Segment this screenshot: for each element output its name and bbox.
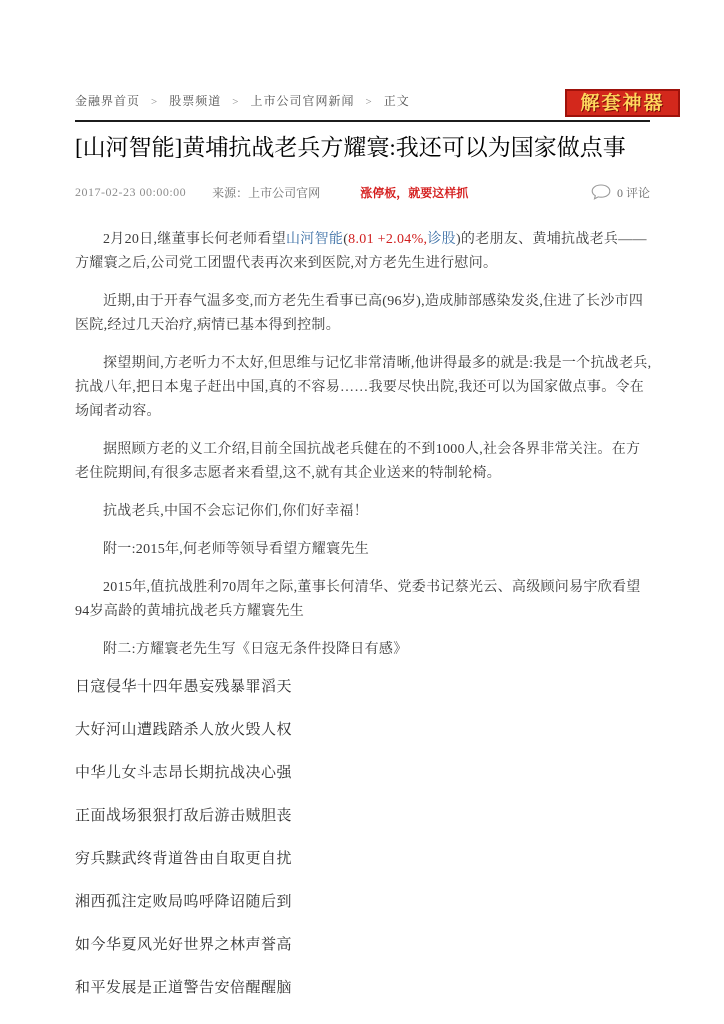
paragraph-appendix-2: 附二:方耀寰老先生写《日寇无条件投降日有感》 — [103, 642, 408, 657]
stock-name-link[interactable]: 山河智能 — [286, 232, 344, 247]
breadcrumb-current: 正文 — [383, 94, 410, 108]
p1-prefix-text: 2月20日,继董事长何老师看望 — [103, 232, 286, 247]
breadcrumb-separator-icon: > — [151, 96, 159, 108]
poem-line: 湘西孤注定败局呜呼降诏随后到 — [75, 894, 293, 910]
article-source: 来源：上市公司官网 — [212, 185, 321, 200]
limit-up-promo-link[interactable]: 涨停板，就要这样抓 — [360, 185, 469, 200]
paragraph: 近期,由于开春气温多变,而方老先生看事已高(96岁),造成肺部感染发炎,住进了长沙市四医院,经过几天治疗,病情已基本得到控制。 — [75, 294, 644, 333]
breadcrumb-item-home[interactable]: 金融界首页 — [75, 94, 141, 108]
breadcrumb-separator-icon: > — [232, 96, 240, 108]
publish-date: 2017-02-23 00:00:00 — [75, 184, 187, 199]
paragraph: 据照顾方老的义工介绍,目前全国抗战老兵健在的不到1000人,社会各界非常关注。在方老住院期间,有很多志愿者来看望,这不,就有其企业送来的特制轮椅。 — [75, 442, 641, 481]
p1-suffix-text: 的老朋友、黄埔抗战老兵——方耀寰之后,公司党工团盟代表再次来到医院,对方老先生进行慰问。 — [75, 232, 647, 271]
poem-line: 和平发展是正道警告安倍醒醒脑 — [75, 980, 293, 996]
comment-bubble-icon — [591, 184, 611, 200]
paragraph: 探望期间,方老听力不太好,但思维与记忆非常清晰,他讲得最多的就是:我是一个抗战老兵,抗战八年,把日本鬼子赶出中国,真的不容易……我要尽快出院,我还可以为国家做点事。令在场闻者动容。 — [75, 356, 652, 419]
poem — [75, 676, 652, 999]
paragraph: 2015年,值抗战胜利70周年之际,董事长何清华、党委书记蔡光云、高级顾问易宇欣看望94岁高龄的黄埔抗战老兵方耀寰先生 — [75, 580, 641, 619]
breadcrumb-item-stock-channel[interactable]: 股票频道 — [169, 94, 222, 108]
poem-line: 大好河山遭践踏杀人放火毁人权 — [75, 722, 293, 738]
diagnose-stock-link[interactable]: 诊股 — [427, 232, 456, 247]
poem-line: 日寇侵华十四年愚妄残暴罪滔天 — [75, 679, 293, 695]
poem-line: 中华儿女斗志昂长期抗战决心强 — [75, 765, 293, 781]
breadcrumb-separator-icon: > — [365, 96, 373, 108]
breadcrumb-item-company-news[interactable]: 上市公司官网新闻 — [250, 94, 355, 108]
p1-paren-open: ( — [343, 232, 349, 247]
p1-paren-close: ) — [455, 232, 461, 247]
article-meta — [75, 183, 650, 201]
paragraph-intro — [75, 228, 652, 276]
poem-line: 如今华夏风光好世界之林声誉高 — [75, 937, 293, 953]
stock-price: 8.01 — [348, 232, 374, 247]
poem-line: 正面战场狠狠打敌后游击贼胆丧 — [75, 808, 293, 824]
comments-count-label: 0 评论 — [616, 185, 650, 200]
article-title: [山河智能]黄埔抗战老兵方耀寰:我还可以为国家做点事 — [75, 135, 626, 160]
breadcrumb — [75, 92, 410, 109]
paragraph: 抗战老兵,中国不会忘记你们,你们好幸福！ — [103, 504, 368, 519]
stock-change: +2.04%, — [373, 232, 428, 247]
promo-badge[interactable]: 解套神器 — [565, 89, 680, 117]
article-body — [75, 228, 652, 1020]
paragraph-appendix-1: 附一:2015年,何老师等领导看望方耀寰先生 — [103, 542, 369, 557]
poem-line: 穷兵黩武终背道咎由自取更自扰 — [75, 851, 293, 867]
comments-link[interactable] — [591, 184, 650, 201]
title-divider — [75, 120, 650, 122]
